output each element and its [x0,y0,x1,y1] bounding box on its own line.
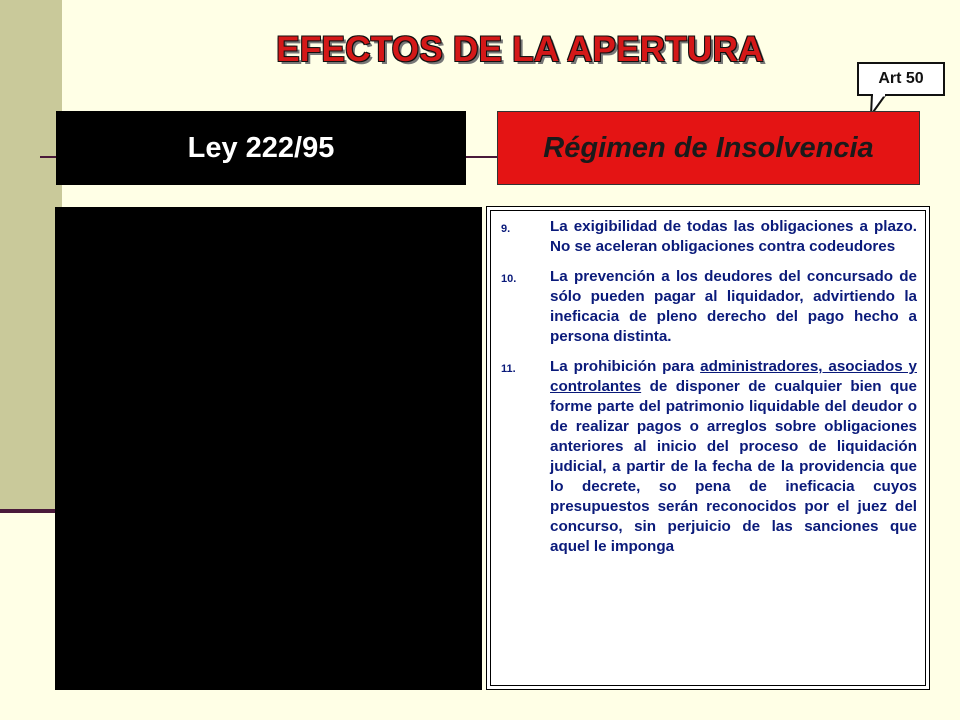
item-number: 10. [501,273,517,285]
side-band [0,0,62,510]
side-band-underline [0,509,56,513]
list-item [501,217,917,257]
item-number: 9. [501,223,511,235]
header-regimen: Régimen de Insolvencia [497,111,920,185]
text-panel [486,206,930,690]
list-item [501,357,917,557]
text-panel-inner [490,210,926,686]
item-text [550,357,917,557]
item-number: 11. [501,363,516,375]
divider-middle [466,156,498,158]
item-text: La prevención a los deudores del concursado de sólo pueden pagar al liquidador, advirtiendo la ineficacia de pleno derecho del pago hecho a persona distinta. [550,268,917,345]
effects-list [491,211,925,557]
item-text: La exigibilidad de todas las obligaciones a plazo. No se aceleran obligaciones contra codeudores [550,218,917,255]
list-item [501,267,917,347]
article-callout: Art 50 [857,62,945,96]
underlined-subjects: administradores, asociados y controlantes [550,358,917,395]
item-text-part: La prohibición para [550,358,701,375]
slide-title: EFECTOS DE LA APERTURA [276,30,764,69]
header-ley: Ley 222/95 [56,111,466,185]
black-panel [55,207,482,690]
item-text-part: de disponer de cualquier bien que forme parte del patrimonio liquidable del deudor o de realizar pagos o arreglos sobre obligaciones anteriores al inicio del proceso de liquidación judicial, a partir de la fecha de la providencia que lo decrete, so pena de ineficacia cuyos presupuestos serán reconocidos por el juez del concurso, sin perjuicio de las sanciones que aquel le imponga [550,378,917,555]
